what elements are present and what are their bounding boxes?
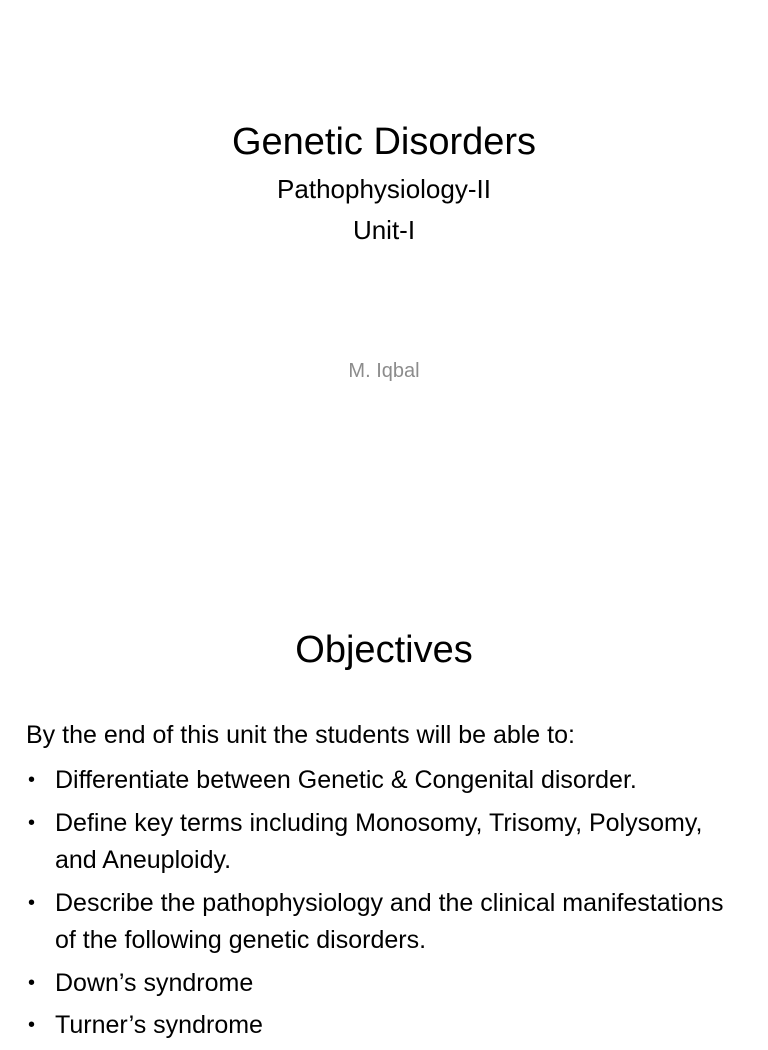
bullet-icon: •: [28, 1014, 36, 1036]
bullet-icon: •: [28, 769, 36, 791]
list-item-text: Down’s syndrome: [55, 968, 254, 997]
objectives-intro: By the end of this unit the students will be able to:: [26, 721, 575, 749]
list-item: [26, 965, 746, 1003]
course-subtitle: Pathophysiology-II: [277, 174, 491, 204]
slide-title: Genetic Disorders: [231, 121, 537, 163]
list-item: [26, 805, 746, 880]
list-item: [26, 885, 746, 960]
list-item: [26, 762, 746, 800]
objectives-title: Objectives: [295, 629, 473, 671]
objectives-slide: [0, 592, 768, 1039]
author-name: M. Iqbal: [348, 360, 420, 382]
objectives-list: [26, 762, 746, 1050]
list-item-text: Differentiate between Genetic & Congenital disorder.: [55, 766, 637, 794]
bullet-icon: •: [28, 971, 36, 994]
list-item-text: Describe the pathophysiology and the clinical manifestations of the following genetic disorders.: [55, 888, 724, 954]
list-item-text: Define key terms including Monosomy, Trisomy, Polysomy, and Aneuploidy.: [55, 808, 703, 874]
bullet-icon: •: [28, 811, 36, 834]
unit-subtitle: Unit-I: [352, 215, 416, 245]
bullet-icon: •: [28, 891, 36, 914]
list-item-text: Turner’s syndrome: [55, 1011, 263, 1039]
list-item: [26, 1007, 746, 1045]
